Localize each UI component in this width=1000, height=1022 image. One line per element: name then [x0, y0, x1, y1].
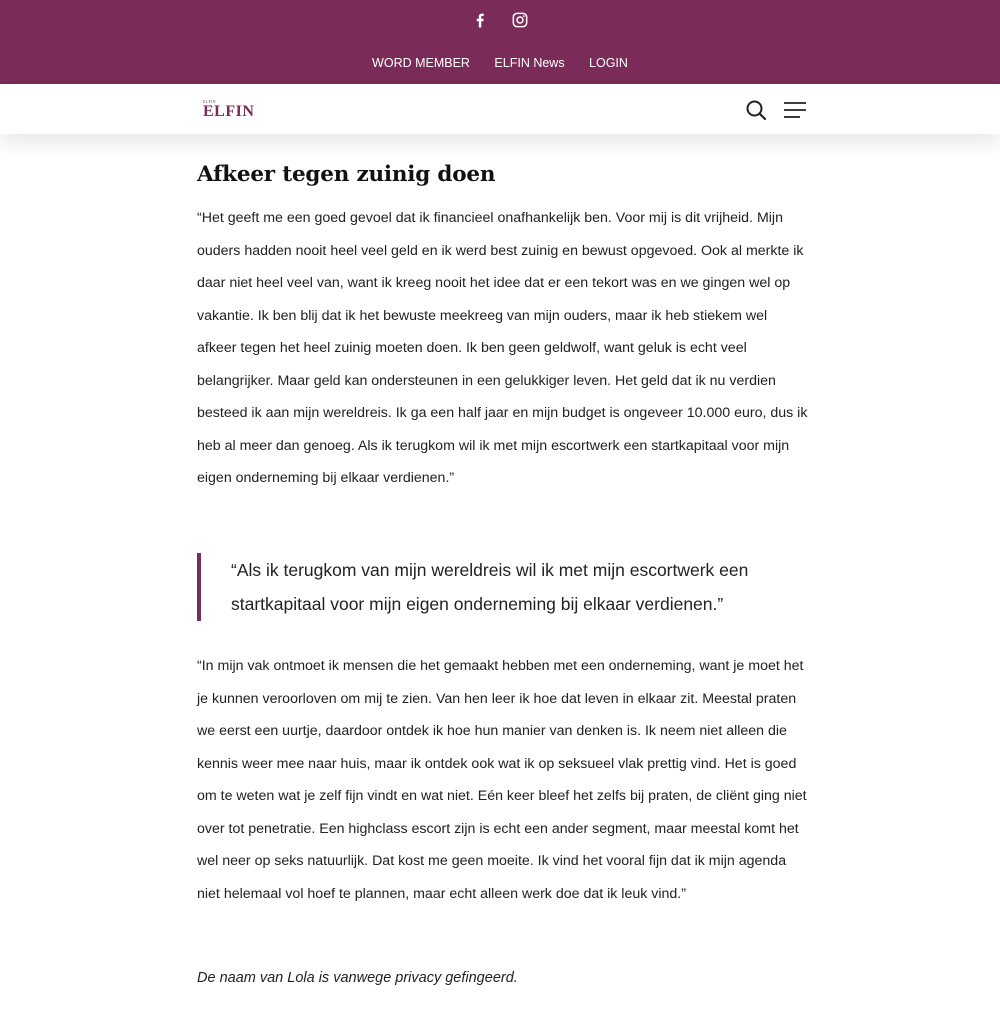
top-nav — [0, 54, 1000, 72]
search-icon[interactable] — [744, 98, 768, 122]
menu-icon[interactable] — [783, 98, 807, 122]
site-logo[interactable] — [203, 100, 254, 120]
social-links — [0, 10, 1000, 30]
instagram-icon[interactable] — [510, 10, 530, 30]
nav-word-member-link[interactable]: WORD MEMBER — [372, 56, 470, 70]
name-disclaimer: De naam van Lola is vanwege privacy gefingeerd. — [197, 970, 518, 986]
logo-small-text: ELFIN — [203, 99, 216, 104]
logo-text: ELFIN — [203, 103, 255, 120]
pull-quote-text: “Als ik terugkom van mijn wereldreis wil ik met mijn escortwerk een startkapitaal voor mijn eigen onderneming bij elkaar verdienen.” — [231, 560, 749, 614]
site-header — [0, 84, 1000, 134]
nav-elfin-news-link[interactable]: ELFIN News — [494, 56, 565, 70]
nav-login-link[interactable]: LOGIN — [589, 56, 628, 70]
section-heading: Afkeer tegen zuinig doen — [197, 162, 496, 187]
facebook-icon[interactable] — [470, 10, 490, 30]
paragraph-1: “Het geeft me een goed gevoel dat ik financieel onafhankelijk ben. Voor mij is dit vrijheid. Mijn ouders hadden nooit heel veel geld en ik werd best zuinig en bewust opgevoed. Ook al merkte ik daar niet heel veel van, want ik kreeg nooit het idee dat er een tekort was en we gingen wel op vakantie. Ik ben blij dat ik het bewuste meekreeg van mijn ouders, maar ik heb stiekem wel afkeer tegen het heel zuinig moeten doen. Ik ben geen geldwolf, want geluk is echt veel belangrijker. Maar geld kan ondersteunen in een gelukkiger leven. Het geld dat ik nu verdien besteed ik aan mijn wereldreis. Ik ga een half jaar en mijn budget is ongeveer 10.000 euro, dus ik heb al meer dan genoeg. Als ik terugkom wil ik met mijn escortwerk een startkapitaal voor mijn eigen onderneming bij elkaar verdienen.” — [197, 210, 808, 486]
paragraph-2: “In mijn vak ontmoet ik mensen die het gemaakt hebben met een onderneming, want je moet het je kunnen veroorloven om mij te zien. Van hen leer ik hoe dat leven in elkaar zit. Meestal praten we eerst een uurtje, daardoor ontdek ik hoe hun manier van denken is. Ik neem niet alleen die kennis weer mee naar huis, maar ik ontdek ook wat ik op seksueel vlak prettig vind. Het is goed om te weten wat je zelf fijn vindt en wat niet. Eén keer bleef het zelfs bij praten, de cliënt ging niet over tot penetratie. Een highclass escort zijn is echt een ander segment, maar meestal komt het wel neer op seks natuurlijk. Dat kost me geen moeite. Ik vind het vooral fijn dat ik mijn agenda niet helemaal vol hoef te plannen, maar echt alleen werk doe dat ik leuk vind.” — [197, 658, 807, 902]
top-bar — [0, 0, 1000, 84]
pull-quote — [197, 553, 801, 621]
